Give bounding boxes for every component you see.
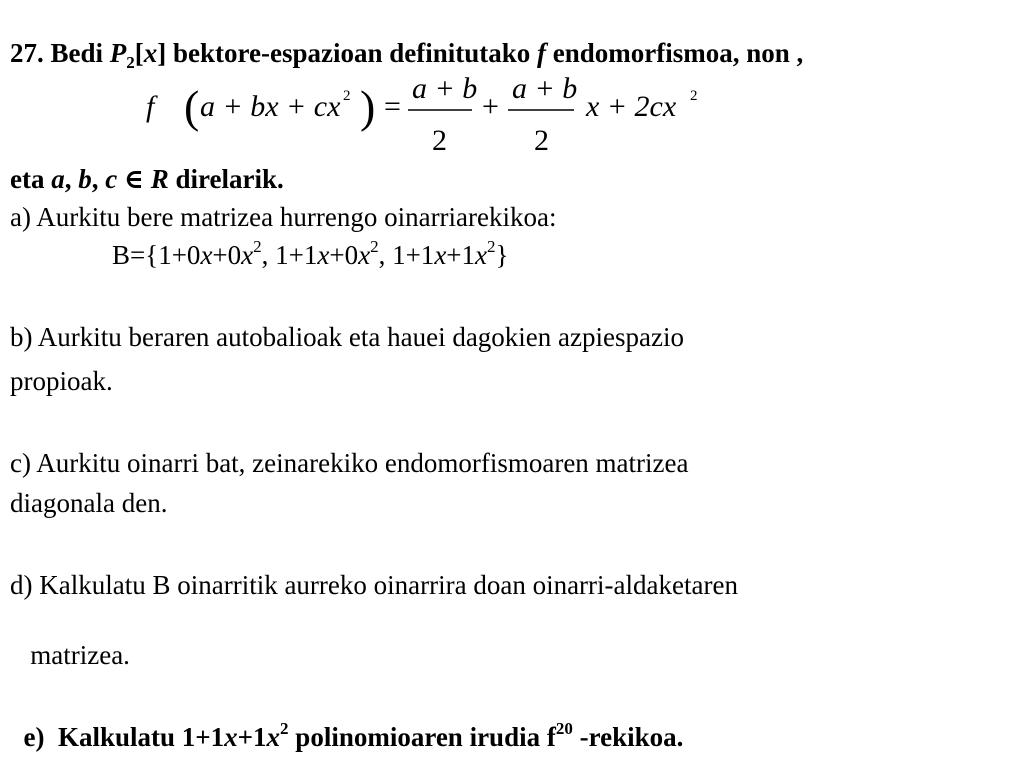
part-a-text: a) Aurkitu bere matrizea hurrengo oinarriarekikoa: — [10, 202, 557, 232]
formula-svg — [0, 70, 1024, 170]
part-c-text: c) Aurkitu oinarri bat, zeinarekiko endomorfismoaren matrizea — [10, 448, 689, 478]
formula-lhs-open-paren: ( — [184, 81, 200, 132]
definition-formula — [0, 70, 1024, 170]
basis-term: +0 — [212, 240, 242, 270]
map-name: f — [537, 38, 547, 68]
space-bracket-close: ] — [157, 38, 167, 68]
part-e-var: x — [224, 722, 238, 752]
part-c-question-line2 — [10, 488, 167, 518]
part-e-text: e) Kalkulatu 1+1 — [23, 722, 225, 752]
basis-var: x — [200, 240, 213, 270]
basis-term: +1 — [446, 240, 476, 270]
basis-var: x — [241, 240, 254, 270]
part-b-question-line1 — [10, 322, 684, 352]
formula-plus: + — [482, 90, 499, 123]
formula-lhs-argument: a + bx + cx — [200, 90, 341, 123]
space-letter: P — [109, 38, 127, 68]
space-bracket-open: [ — [134, 38, 144, 68]
basis-term: , 1+1 — [261, 240, 318, 270]
title-middle: bektore-espazioan definitutako — [166, 38, 538, 68]
part-e-exponent: 2 — [280, 719, 289, 738]
title-suffix: endomorfismoa, non , — [546, 38, 804, 68]
part-c-text-cont: diagonala den. — [10, 488, 168, 518]
title-prefix: 27. Bedi — [10, 38, 110, 68]
basis-exponent: 2 — [253, 237, 262, 256]
fraction1-numerator: a + b — [412, 72, 478, 105]
part-e-question — [10, 692, 683, 752]
basis-var: x — [317, 240, 330, 270]
basis-var: x — [358, 240, 371, 270]
formula-lhs-close-paren: ) — [360, 81, 376, 132]
fraction2-numerator: a + b — [512, 72, 578, 105]
basis-var: x — [475, 240, 488, 270]
part-d-text: d) Kalkulatu B oinarritik aurreko oinarrira doan oinarri-aldaketaren — [10, 570, 738, 600]
part-e-var: x — [266, 722, 281, 752]
part-c-question-line1 — [10, 448, 688, 478]
part-d-question-line2 — [10, 610, 130, 670]
basis-term: +0 — [329, 240, 359, 270]
basis-exponent: 2 — [370, 237, 379, 256]
part-d-text-cont: matrizea. — [23, 640, 130, 670]
basis-exponent: 2 — [487, 237, 496, 256]
condition-c: c — [105, 164, 118, 194]
fraction1-denominator: 2 — [432, 124, 447, 157]
fraction2-denominator: 2 — [534, 124, 549, 157]
condition-b: b — [78, 164, 92, 194]
element-of-symbol: ∈ — [117, 164, 151, 194]
part-b-text: b) Aurkitu beraren autobalioak eta hauei dagokien azpiespazio — [10, 322, 684, 352]
basis-definition — [112, 237, 509, 270]
part-b-text-cont: propioak. — [10, 366, 113, 396]
basis-var: x — [434, 240, 447, 270]
space-variable: x — [143, 38, 158, 68]
formula-lhs-f: f — [146, 90, 155, 123]
basis-close: } — [495, 240, 509, 270]
condition-suffix: direlarik. — [168, 164, 284, 194]
condition-a: a — [51, 164, 65, 194]
condition-set: R — [150, 164, 169, 194]
condition-sep1: , — [64, 164, 79, 194]
part-e-text-end: -rekikoa. — [572, 722, 684, 752]
formula-rhs-tail: x + 2cx — [586, 90, 677, 123]
condition-line — [10, 164, 284, 194]
problem-statement — [10, 38, 804, 72]
condition-prefix: eta — [10, 164, 52, 194]
part-e-text-middle: polinomioaren irudia f — [288, 722, 556, 752]
basis-open: B={1+0 — [112, 240, 201, 270]
formula-lhs-exponent: 2 — [343, 88, 351, 104]
space-subscript: 2 — [126, 53, 135, 72]
basis-term: , 1+1 — [378, 240, 435, 270]
part-e-term: +1 — [237, 722, 267, 752]
part-d-question-line1 — [10, 570, 738, 600]
part-a-question — [10, 202, 557, 232]
formula-rhs-exponent: 2 — [690, 88, 698, 104]
formula-equals: = — [384, 90, 401, 123]
part-b-question-line2 — [10, 366, 113, 396]
condition-sep2: , — [91, 164, 106, 194]
part-e-power: 20 — [555, 719, 573, 738]
